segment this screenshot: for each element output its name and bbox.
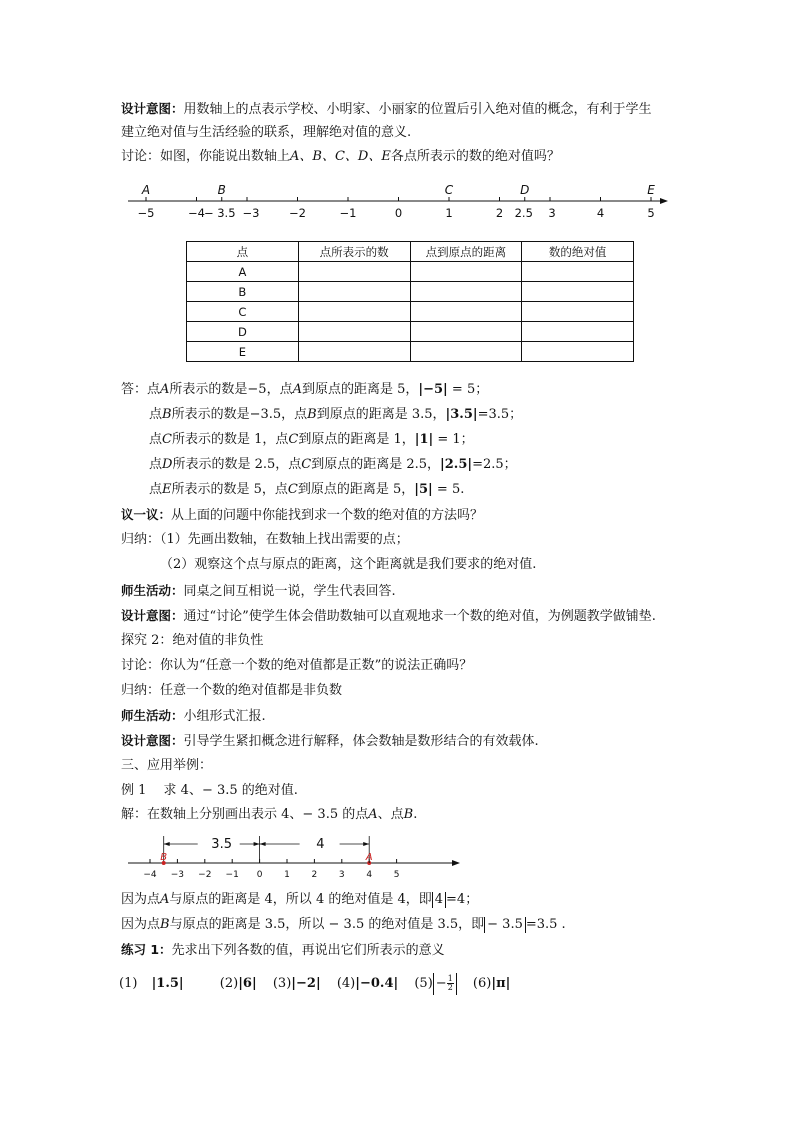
table-cell-empty (298, 282, 410, 302)
exercise-number: (1) (119, 976, 138, 991)
axis-tick-label: −3 (170, 870, 185, 880)
table-cell-empty (410, 262, 522, 282)
table-cell-empty (522, 262, 634, 282)
exercise-list (119, 972, 510, 996)
table-cell-empty (298, 322, 410, 342)
table-cell-empty (410, 282, 522, 302)
axis-tick-label: 5 (393, 870, 400, 880)
table-header-point: 点 (187, 242, 299, 262)
table-cell-empty (298, 342, 410, 362)
table-row (187, 342, 634, 362)
axis-tick-label: −3 (242, 206, 260, 220)
arrow-right-icon (254, 842, 260, 846)
design-intent-text-continued: 建立绝对值与生活经验的联系，理解绝对值的意义. (121, 125, 412, 140)
axis-tick-label: 5 (647, 206, 655, 220)
axis-tick-label: −5 (137, 206, 155, 220)
table-row (187, 262, 634, 282)
axis-tick-label: 3 (548, 206, 556, 220)
axis-tick-label: 2 (311, 870, 318, 880)
fraction: $\frac{1}{2}$ (447, 974, 453, 992)
answer-line: 点C所表示的数是 1，点C到原点的距离是 1，|1| = 1； (149, 432, 474, 447)
answer-line: 点E所表示的数是 5，点C到原点的距离是 5，|5| = 5. (149, 482, 465, 497)
table-header-distance: 点到原点的距离 (410, 242, 522, 262)
teacher-student-activity: 师生活动：小组形式汇报. (121, 708, 266, 724)
axis-tick-label: 1 (445, 206, 453, 220)
arrow-right-icon (452, 860, 460, 866)
practice-heading: 练习 1：先求出下列各数的值，再说出它们所表示的意义 (121, 942, 445, 958)
axis-points (141, 183, 655, 197)
point-label: B (217, 183, 226, 197)
axis-tick-label: − 3.5 (203, 206, 236, 220)
table-cell-empty (522, 282, 634, 302)
reasoning-line: 因为点A与原点的距离是 4，所以 4 的绝对值是 4，即 4 =4； (121, 892, 479, 907)
table-row (187, 302, 634, 322)
exercise-expression: |6| (238, 976, 257, 991)
exercise-number: (6) (472, 976, 492, 991)
table-cell-point: B (187, 282, 299, 302)
table-cell-empty (410, 342, 522, 362)
exercise-expression: |−2| (291, 976, 321, 991)
answer-line: 点B所表示的数是−3.5，点B到原点的距离是 3.5，|3.5|=3.5； (149, 407, 523, 422)
number-line-figure (120, 178, 680, 224)
axis-tick-label: −4 (188, 206, 205, 220)
axis-tick-label: −2 (198, 870, 212, 880)
discussion-question: 讨论：你认为“任意一个数的绝对值都是正数”的说法正确吗？ (121, 658, 473, 673)
table-cell-empty (410, 322, 522, 342)
table-header-row (187, 242, 634, 262)
distance-label: 4 (316, 837, 325, 852)
exercise-number: (2) (219, 976, 239, 991)
table-cell-empty (522, 302, 634, 322)
table-header-absolute: 数的绝对值 (522, 242, 634, 262)
exercise-expression-fraction: − $\frac{1}{2}$ (433, 973, 457, 995)
exercise-number: (5) (414, 976, 433, 991)
exercise-expression: |−0.4| (355, 976, 399, 991)
axis-ticks (138, 197, 655, 220)
point-label: C (444, 183, 454, 197)
arrow-right-icon (660, 198, 668, 204)
point-label: D (520, 183, 530, 197)
design-intent-paragraph: 设计意图：通过“讨论”使学生体会借助数轴可以直观地求一个数的绝对值，为例题教学做铺垫. (121, 608, 656, 624)
axis-tick-label: 2 (495, 206, 504, 220)
point-names: A、B、C、D、E (290, 149, 391, 164)
axis-ticks (143, 859, 399, 880)
answer-line: 答：点A所表示的数是−5，点A到原点的距离是 5，|−5| = 5； (121, 382, 489, 397)
axis-tick-label: −4 (143, 870, 157, 880)
table-cell-empty (522, 342, 634, 362)
design-intent-paragraph: 设计意图：引导学生紧扣概念进行解释，体会数轴是数形结合的有效载体. (121, 733, 539, 749)
answer-line: 点D所表示的数是 2.5，点C到原点的距离是 2.5，|2.5|=2.5； (149, 457, 517, 472)
point-value-table (186, 241, 634, 362)
point-b-label: B (160, 852, 168, 863)
distance-measures (160, 836, 373, 865)
table-cell-point: C (187, 302, 299, 322)
reasoning-line: 因为点B与原点的距离是 3.5，所以 − 3.5 的绝对值是 3.5，即 − 3.5 =3.5 . (121, 917, 566, 932)
design-intent-paragraph (121, 100, 652, 119)
table-row (187, 322, 634, 342)
summary-step-1: 归纳：（1）先画出数轴，在数轴上找出需要的点； (121, 532, 409, 547)
axis-tick-label: 4 (596, 206, 605, 220)
explore-heading: 探究 2：绝对值的非负性 (121, 633, 264, 648)
section-heading: 三、应用举例： (121, 758, 213, 773)
table-cell-point: A (187, 262, 299, 282)
axis-tick-label: −1 (339, 206, 357, 220)
arrow-left-icon (164, 842, 170, 846)
point-a-label: A (365, 852, 373, 863)
exercise-number: (4) (336, 976, 356, 991)
axis-tick-label: 1 (284, 870, 290, 880)
table-cell-empty (522, 322, 634, 342)
summary-text: 归纳：任意一个数的绝对值都是非负数 (121, 683, 343, 698)
table-cell-empty (410, 302, 522, 322)
example-title: 例 1 求 4、− 3.5 的绝对值. (121, 783, 298, 798)
absolute-value-expression: 4 (432, 892, 446, 908)
axis-tick-label: 0 (256, 870, 263, 880)
axis-tick-label: −2 (289, 206, 306, 220)
discussion-question: 讨论：如图，你能说出数轴上A、B、C、D、E各点所表示的数的绝对值吗？ (121, 149, 560, 164)
solution-text: 解：在数轴上分别画出表示 4、− 3.5 的点A、点B. (121, 807, 418, 822)
exercise-expression: |π| (491, 976, 511, 991)
table-cell-empty (298, 302, 410, 322)
point-label: E (647, 183, 655, 197)
example-number-line (120, 830, 470, 880)
axis-tick-label: 2.5 (514, 206, 533, 220)
axis-tick-label: 3 (338, 870, 345, 880)
summary-step-2: （2）观察这个点与原点的距离，这个距离就是我们要求的绝对值. (160, 557, 537, 572)
table-row (187, 282, 634, 302)
table-cell-point: E (187, 342, 299, 362)
exercise-number: (3) (272, 976, 292, 991)
design-intent-label: 设计意图： (121, 101, 184, 116)
discuss-question: 议一议：从上面的问题中你能找到求一个数的绝对值的方法吗？ (121, 507, 484, 523)
exercise-expression: |1.5| (151, 976, 184, 991)
arrow-left-icon (260, 842, 266, 846)
teacher-student-activity: 师生活动：同桌之间互相说一说，学生代表回答. (121, 583, 396, 599)
axis-tick-label: −1 (225, 870, 239, 880)
arrow-right-icon (363, 842, 369, 846)
point-label: A (141, 183, 151, 197)
design-intent-text: 用数轴上的点表示学校、小明家、小丽家的位置后引入绝对值的概念，有利于学生 (183, 102, 652, 117)
table-header-number: 点所表示的数 (298, 242, 410, 262)
axis-tick-label: 0 (394, 206, 403, 220)
absolute-value-expression: − 3.5 (484, 917, 526, 933)
table-cell-empty (298, 262, 410, 282)
axis-tick-label: 4 (366, 870, 373, 880)
table-cell-point: D (187, 322, 299, 342)
distance-label: 3.5 (211, 837, 232, 852)
